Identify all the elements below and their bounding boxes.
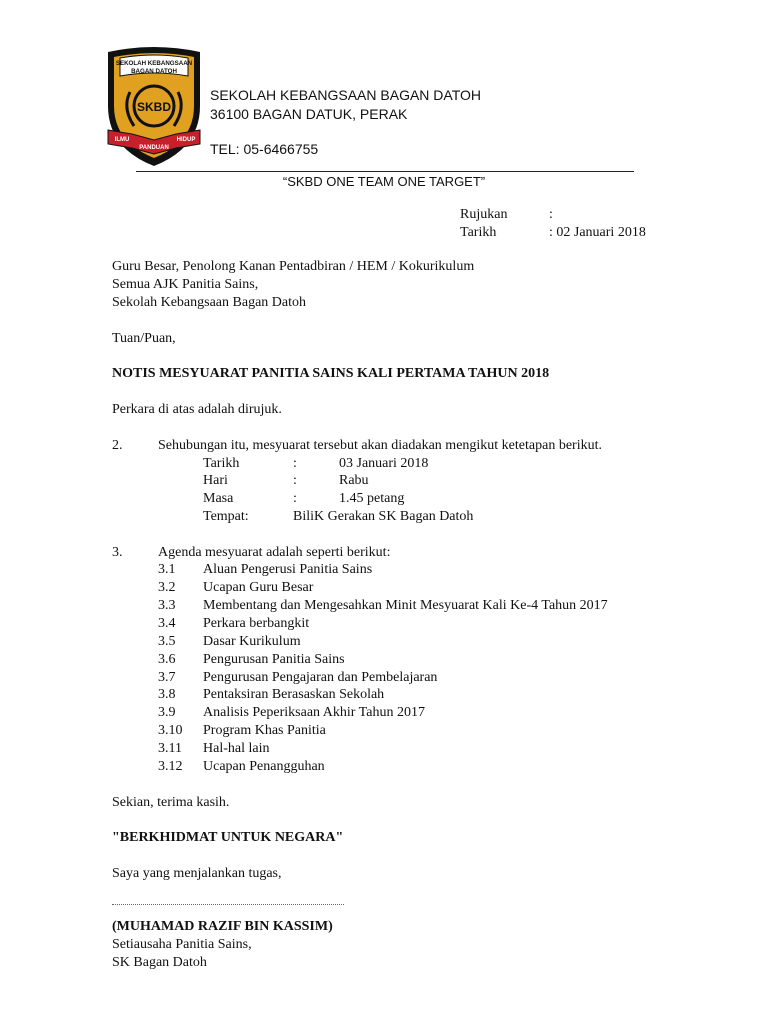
section2-text: Sehubungan itu, mesyuarat tersebut akan diadakan mengikut ketetapan berikut. xyxy=(158,438,602,453)
agenda-number: 3.10 xyxy=(158,723,183,738)
svg-text:SEKOLAH KEBANGSAAN: SEKOLAH KEBANGSAAN xyxy=(115,60,193,67)
closing-text: Sekian, terima kasih. xyxy=(112,795,230,810)
detail-value: Rabu xyxy=(339,473,369,488)
agenda-item: Program Khas Panitia xyxy=(203,723,326,738)
school-tel: TEL: 05-6466755 xyxy=(210,141,319,157)
agenda-item: Pengurusan Panitia Sains xyxy=(203,652,345,667)
recipient-line: Semua AJK Panitia Sains, xyxy=(112,277,259,292)
detail-sep: : xyxy=(293,491,297,506)
agenda-number: 3.11 xyxy=(158,741,182,756)
detail-label: Hari xyxy=(203,473,228,488)
detail-label: Masa xyxy=(203,491,234,506)
intro-text: Perkara di atas adalah dirujuk. xyxy=(112,402,282,417)
detail-sep: : xyxy=(293,456,297,471)
section3-number: 3. xyxy=(112,545,123,560)
recipient-line: Guru Besar, Penolong Kanan Pentadbiran / HEM / Kokurikulum xyxy=(112,259,475,274)
svg-text:BAGAN DATOH: BAGAN DATOH xyxy=(131,68,177,75)
signature-line xyxy=(112,904,344,905)
agenda-item: Ucapan Penangguhan xyxy=(203,759,325,774)
ref-tarikh-label: Tarikh xyxy=(460,225,497,240)
agenda-item: Analisis Peperiksaan Akhir Tahun 2017 xyxy=(203,705,425,720)
agenda-number: 3.4 xyxy=(158,616,176,631)
agenda-item: Dasar Kurikulum xyxy=(203,634,301,649)
slogan: "BERKHIDMAT UNTUK NEGARA" xyxy=(112,830,344,845)
signatory-org: SK Bagan Datoh xyxy=(112,955,207,970)
header-rule xyxy=(136,171,634,172)
signatory-name: (MUHAMAD RAZIF BIN KASSIM) xyxy=(112,919,333,934)
school-name: SEKOLAH KEBANGSAAN BAGAN DATOH xyxy=(210,87,482,103)
detail-label: Tarikh xyxy=(203,456,240,471)
section3-text: Agenda mesyuarat adalah seperti berikut: xyxy=(158,545,391,560)
svg-text:HIDUP: HIDUP xyxy=(176,137,196,143)
agenda-item: Pengurusan Pengajaran dan Pembelajaran xyxy=(203,670,438,685)
detail-sep: : xyxy=(293,473,297,488)
agenda-item: Aluan Pengerusi Panitia Sains xyxy=(203,562,373,577)
agenda-item: Ucapan Guru Besar xyxy=(203,580,314,595)
svg-text:PANDUAN: PANDUAN xyxy=(139,145,169,151)
agenda-number: 3.5 xyxy=(158,634,176,649)
agenda-item: Membentang dan Mengesahkan Minit Mesyuarat Kali Ke-4 Tahun 2017 xyxy=(203,598,608,613)
salutation: Tuan/Puan, xyxy=(112,331,176,346)
detail-value: 1.45 petang xyxy=(339,491,405,506)
school-address: 36100 BAGAN DATUK, PERAK xyxy=(210,106,408,122)
agenda-number: 3.1 xyxy=(158,562,176,577)
agenda-item: Hal-hal lain xyxy=(203,741,270,756)
agenda-number: 3.3 xyxy=(158,598,176,613)
detail-value: 03 Januari 2018 xyxy=(339,456,429,471)
section2-number: 2. xyxy=(112,438,123,453)
agenda-number: 3.12 xyxy=(158,759,183,774)
signatory-position: Setiausaha Panitia Sains, xyxy=(112,937,252,952)
svg-text:ILMU: ILMU xyxy=(114,137,130,143)
ref-tarikh-value: : 02 Januari 2018 xyxy=(549,225,646,240)
agenda-number: 3.9 xyxy=(158,705,176,720)
agenda-number: 3.8 xyxy=(158,687,176,702)
school-motto: “SKBD ONE TEAM ONE TARGET” xyxy=(282,174,486,189)
agenda-number: 3.2 xyxy=(158,580,176,595)
agenda-number: 3.6 xyxy=(158,652,176,667)
school-logo xyxy=(104,44,204,168)
detail-label: Tempat: xyxy=(203,509,249,524)
ref-rujukan-value: : xyxy=(549,207,553,222)
agenda-item: Pentaksiran Berasaskan Sekolah xyxy=(203,687,385,702)
recipient-line: Sekolah Kebangsaan Bagan Datoh xyxy=(112,295,306,310)
svg-text:SKBD: SKBD xyxy=(136,100,172,114)
detail-value: BiliK Gerakan SK Bagan Datoh xyxy=(293,509,474,524)
agenda-item: Perkara berbangkit xyxy=(203,616,310,631)
ref-rujukan-label: Rujukan xyxy=(460,207,508,222)
duty-text: Saya yang menjalankan tugas, xyxy=(112,866,282,881)
notice-title: NOTIS MESYUARAT PANITIA SAINS KALI PERTAMA TAHUN 2018 xyxy=(112,366,550,381)
agenda-number: 3.7 xyxy=(158,670,176,685)
